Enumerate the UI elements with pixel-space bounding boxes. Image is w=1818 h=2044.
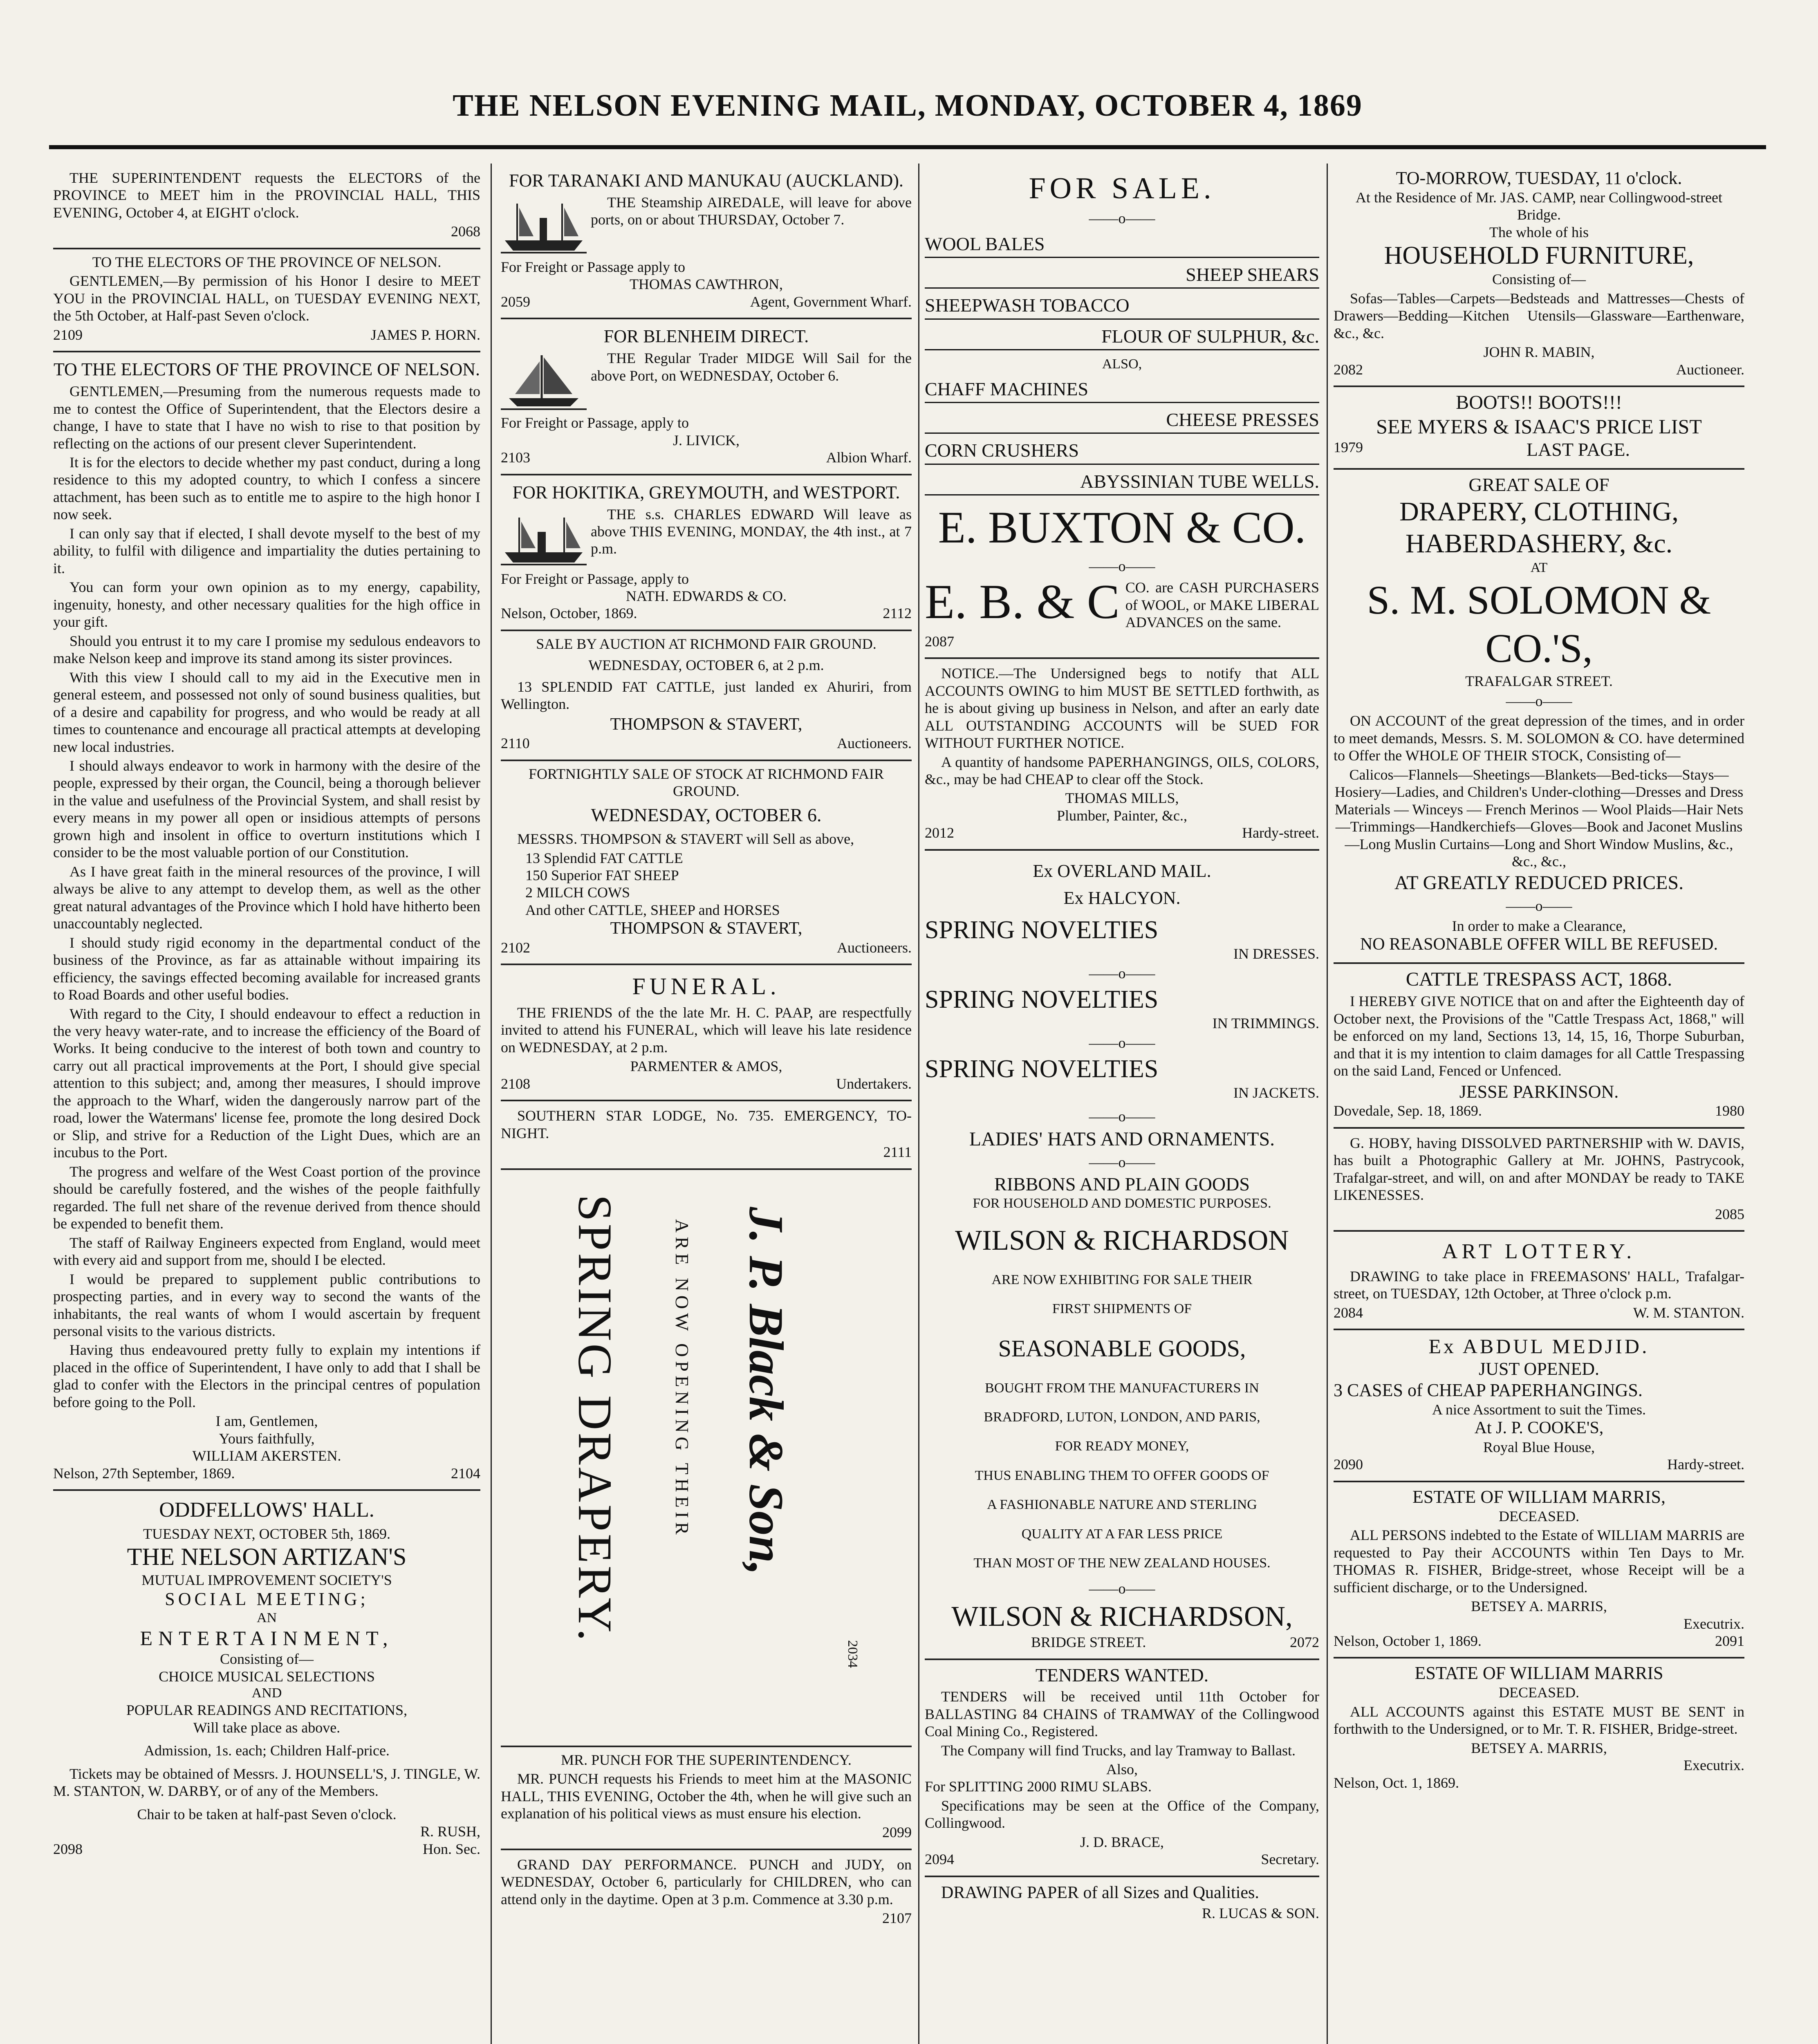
agent: NATH. EDWARDS & CO. <box>625 588 787 604</box>
paperhangings-ad <box>1334 1330 1744 1482</box>
masthead: THE NELSON EVENING MAIL, MONDAY, OCTOBER 4, 1869 <box>453 88 1363 123</box>
shipping-blenheim <box>501 319 912 475</box>
novelty-sub: IN DRESSES. <box>1233 945 1319 962</box>
divider: ——o—— <box>1089 1035 1155 1051</box>
date: Nelson, October, 1869. <box>501 605 637 622</box>
auction-fortnightly <box>501 761 912 966</box>
ad-text: ON ACCOUNT of the great depression of the times, and in order to meet demands, Messrs. S. M. SOLOMON & CO. have determined to Offer the WHOLE OF THEIR STOCK, Consisting of— <box>1334 713 1744 764</box>
ad-number: 2109 <box>53 326 83 343</box>
address-body <box>53 383 480 1411</box>
ad-text: CO. are CASH PURCHASERS of WOOL, or MAKE LIBERAL ADVANCES on the same. <box>1125 579 1319 631</box>
address-paragraph: It is for the electors to decide whether my past conduct, during a long residence to this my adopted country, to which I confess a sincere attachment, has been such as to entitle me to aspire to the high honor I now seek. <box>53 454 480 523</box>
residence: At the Residence of Mr. JAS. CAMP, near Collingwood-street Bridge. <box>1356 189 1722 223</box>
auction-cattle <box>501 631 912 761</box>
also: Also, <box>1106 1761 1138 1777</box>
steamship-icon <box>501 195 587 257</box>
role: Albion Wharf. <box>826 449 912 466</box>
ad-heading: TO-MORROW, TUESDAY, 11 o'clock. <box>1396 168 1682 188</box>
sale-item: ABYSSINIAN TUBE WELLS. <box>925 471 1319 495</box>
ad-heading: FOR HOKITIKA, GREYMOUTH, and WESTPORT. <box>512 482 900 502</box>
solomon-sale <box>1334 470 1744 964</box>
shipping-taranaki <box>501 164 912 319</box>
notice-text: A quantity of handsome PAPERHANGINGS, OILS, COLORS, &c., may be had CHEAP to clear off the Stock. <box>925 753 1319 787</box>
boots-ad <box>1334 387 1744 470</box>
ad-heading: Ex ABDUL MEDJID. <box>1428 1335 1650 1358</box>
role: Undertakers. <box>836 1075 912 1092</box>
line: In order to make a Clearance, <box>1452 917 1626 934</box>
novelty-sub: IN TRIMMINGS. <box>1212 1015 1319 1031</box>
lot-item: And other CATTLE, SHEEP and HORSES <box>525 901 780 918</box>
rotated-subline: ARE NOW OPENING THEIR <box>672 1219 693 1539</box>
signature: JAMES P. HORN. <box>370 326 480 343</box>
sub-heading: JUST OPENED. <box>1478 1359 1599 1379</box>
firm-initials: E. B. & C <box>925 574 1120 629</box>
role: Executrix. <box>1683 1615 1744 1632</box>
apply-text: For Freight or Passage, apply to <box>501 570 689 587</box>
apply-text: For Freight or Passage apply to <box>501 258 685 275</box>
rotated-firm-name: J. P. Black & Son, <box>739 1206 794 1575</box>
novelty-title: SPRING NOVELTIES <box>925 985 1159 1013</box>
ad-text: The Company will find Trucks, and lay Tramway to Ballast. <box>941 1742 1296 1759</box>
line: FOR READY MONEY, <box>1055 1439 1189 1454</box>
line: At J. P. COOKE'S, <box>1474 1419 1604 1438</box>
signature: R. LUCAS & SON. <box>1202 1905 1319 1922</box>
line: ARE NOW EXHIBITING FOR SALE THEIR <box>991 1272 1253 1287</box>
photographic-gallery-ad <box>1334 1129 1744 1232</box>
address-paragraph: As I have great faith in the mineral resources of the province, I will always be alive to any attempt to develop them, as well as the other great natural advantages of the Province which I hold have hitherto been unaccountably neglected. <box>53 863 480 932</box>
wilson-richardson-ad <box>925 851 1319 1660</box>
programme: POPULAR READINGS AND RECITATIONS, <box>126 1702 408 1719</box>
ad-heading: TO THE ELECTORS OF THE PROVINCE OF NELSON. <box>92 253 442 270</box>
estate-marris-1 <box>1334 1482 1744 1659</box>
ad-number: 2110 <box>501 735 530 752</box>
for-sale-ad <box>925 164 1319 659</box>
ad-heading: TENDERS WANTED. <box>1035 1664 1209 1685</box>
sale-item: CHAFF MACHINES <box>925 378 1319 403</box>
society-title: THE NELSON ARTIZAN'S <box>127 1543 407 1571</box>
column-4 <box>1334 164 1744 1799</box>
ad-text: TENDERS will be received until 11th October for BALLASTING 84 CHAINS of TRAMWAY of the Collingwood Coal Mining Co., Registered. <box>925 1688 1319 1740</box>
firm-name: E. BUXTON & CO. <box>938 502 1306 553</box>
sale-item: CORN CRUSHERS <box>925 439 1319 464</box>
ad-number: 2072 <box>1290 1634 1319 1651</box>
role: Agent, Government Wharf. <box>750 293 912 310</box>
line: LADIES' HATS AND ORNAMENTS. <box>969 1128 1275 1150</box>
column-1 <box>53 164 480 1865</box>
ad-number: 2112 <box>883 605 912 622</box>
signature: BETSEY A. MARRIS, <box>1471 1598 1607 1615</box>
role: Plumber, Painter, &c., <box>1056 807 1188 824</box>
column-2 <box>501 164 912 1934</box>
cattle-trespass-notice <box>1334 964 1744 1129</box>
address-paragraph: GENTLEMEN,—Presuming from the numerous requests made to me to contest the Office of Superintendent, that the Electors desire a change, I have to state that I have no wish to rise to that position by reflecting on the actions of our present clever Superintendent. <box>53 383 480 452</box>
line: FOR HOUSEHOLD AND DOMESTIC PURPOSES. <box>973 1196 1271 1211</box>
address: Hardy-street. <box>1667 1456 1744 1473</box>
date: Dovedale, Sep. 18, 1869. <box>1334 1103 1482 1119</box>
admission: Admission, 1s. each; Children Half-price. <box>144 1742 390 1759</box>
ad-text: ALL ACCOUNTS against this ESTATE MUST BE SENT in forthwith to the Undersigned, or to Mr. T. R. FISHER, Bridge-street. <box>1334 1703 1744 1737</box>
society-sub: MUTUAL IMPROVEMENT SOCIETY'S <box>141 1571 392 1588</box>
role: Secretary. <box>1261 1851 1319 1868</box>
line: Consisting of— <box>1492 271 1586 288</box>
divider: ——o—— <box>1089 558 1155 574</box>
signature: THOMPSON & STAVERT, <box>610 919 803 938</box>
signature: R. RUSH, <box>420 1823 480 1840</box>
column-3 <box>925 164 1319 1930</box>
line: The whole of his <box>1489 224 1589 240</box>
place: Will take place as above. <box>193 1719 341 1736</box>
ad-number: 1980 <box>1715 1103 1744 1119</box>
date: Nelson, 27th September, 1869. <box>53 1465 235 1481</box>
firm-name: WILSON & RICHARDSON <box>955 1225 1289 1257</box>
signature: JESSE PARKINSON. <box>1459 1081 1619 1102</box>
signature: THOMAS MILLS, <box>1065 790 1179 807</box>
ad-text: ALL PERSONS indebted to the Estate of WILLIAM MARRIS are requested to Pay their ACCOUNTS within Ten Days to Mr. THOMAS R. FISHER, Bridge-street, whose Receipt will be a sufficient discharge, or to the Undersigned. <box>1334 1527 1744 1596</box>
role: Hon. Sec. <box>423 1840 480 1857</box>
line: A FASHIONABLE NATURE AND STERLING <box>987 1497 1257 1513</box>
line: RIBBONS AND PLAIN GOODS <box>994 1174 1250 1195</box>
ad-number: 2107 <box>882 1910 912 1927</box>
ad-number: 2084 <box>1334 1304 1363 1321</box>
title: HOUSEHOLD FURNITURE, <box>1384 242 1694 270</box>
date: Nelson, Oct. 1, 1869. <box>1334 1774 1459 1791</box>
wr-lines <box>925 1265 1319 1578</box>
line: QUALITY AT A FAR LESS PRICE <box>1021 1526 1223 1542</box>
lot-item: 2 MILCH COWS <box>525 884 630 901</box>
signature: WILLIAM AKERSTEN. <box>192 1448 341 1464</box>
sale-item: SHEEP SHEARS <box>925 264 1319 289</box>
sale-item: CHEESE PRESSES <box>925 409 1319 434</box>
ad-heading: ODDFELLOWS' HALL. <box>159 1498 374 1522</box>
sale-item: FLOUR OF SULPHUR, &c. <box>925 325 1319 350</box>
mills-notice <box>925 659 1319 851</box>
ad-number: 2012 <box>925 825 954 841</box>
ad-heading: TO THE ELECTORS OF THE PROVINCE OF NELSON. <box>53 359 480 380</box>
ad-heading: FOR BLENHEIM DIRECT. <box>603 326 809 347</box>
column-divider <box>918 164 919 2044</box>
sub-heading: DECEASED. <box>1499 1508 1579 1524</box>
signature: BETSEY A. MARRIS, <box>1471 1739 1607 1756</box>
line: BRADFORD, LUTON, LONDON, AND PARIS, <box>984 1409 1260 1425</box>
line: LAST PAGE. <box>1526 439 1630 460</box>
horn-address <box>53 249 480 352</box>
masthead-rule <box>49 145 1766 149</box>
list: Calicos—Flannels—Sheetings—Blankets—Bed-ticks—Stays—Hosiery—Ladies, and Children's Under-clothing—Dresses and Dress Materials — Winceys — French Merinos — Wool Plaids—Hair Nets—Trimmings—Handkerchiefs—Gloves—Book and Jaconet Muslins—Long Muslin Curtains—Long and Short Window Muslins, &c., &c., &c., <box>1334 766 1744 870</box>
novelty-sub: IN JACKETS. <box>1233 1085 1319 1101</box>
black-son-rotated-ad <box>501 1170 912 1747</box>
tenders-ad <box>925 1660 1319 1877</box>
address-paragraph: The progress and welfare of the West Coast portion of the province should be carefully fostered, and the wishes of the people faithfully regarded. The full net share of the revenue derived from thence should be expended to benefit them. <box>53 1163 480 1232</box>
line: A nice Assortment to suit the Times. <box>1432 1401 1646 1418</box>
chair: Chair to be taken at half-past Seven o'clock. <box>137 1806 397 1822</box>
firm-name: S. M. SOLOMON & CO.'S, <box>1367 577 1711 671</box>
title: DRAPERY, CLOTHING, <box>1399 497 1679 527</box>
ad-heading: CATTLE TRESPASS ACT, 1868. <box>1406 968 1672 990</box>
sailing-ship-icon <box>501 351 587 412</box>
ad-text: MESSRS. THOMPSON & STAVERT will Sell as above, <box>517 831 854 847</box>
ad-number: 2099 <box>882 1824 912 1841</box>
ad-heading: ART LOTTERY. <box>1442 1240 1636 1264</box>
estate-marris-2 <box>1334 1659 1744 1799</box>
ad-text: THE s.s. CHARLES EDWARD Will leave as above THIS EVENING, MONDAY, the 4th inst., at 7 p.m. <box>591 506 912 557</box>
ad-number: 2094 <box>925 1851 954 1868</box>
funeral-notice <box>501 965 912 1101</box>
punch-notice <box>501 1747 912 1850</box>
address: Hardy-street. <box>1242 825 1319 841</box>
ad-text: 3 CASES of CHEAP PAPERHANGINGS. <box>1334 1380 1643 1400</box>
lot-item: 13 Splendid FAT CATTLE <box>525 849 683 866</box>
address-paragraph: I should study rigid economy in the departmental conduct of the business of the Province, as far as attainable without impairing its efficiency, the savings effected becoming available for increased grants to Road Boards and other useful bodies. <box>53 934 480 1003</box>
ad-text: SOUTHERN STAR LODGE, No. 735. EMERGENCY, TO-NIGHT. <box>501 1107 912 1141</box>
address: TRAFALGAR STREET. <box>1465 673 1613 690</box>
consisting: Consisting of— <box>220 1651 314 1667</box>
notice-text: THE SUPERINTENDENT requests the ELECTORS of the PROVINCE to MEET him in the PROVINCIAL HALL, THIS EVENING, October 4, at EIGHT o'clock. <box>53 170 480 221</box>
role: Auctioneer. <box>1676 361 1744 378</box>
ad-number: 2068 <box>451 223 480 240</box>
ad-number: 2034 <box>845 1640 860 1668</box>
role: Executrix. <box>1683 1757 1744 1774</box>
date: WEDNESDAY, OCTOBER 6, at 2 p.m. <box>588 657 824 674</box>
title: HABERDASHERY, &c. <box>1405 529 1673 559</box>
akersten-address <box>53 352 480 1491</box>
line: SEASONABLE GOODS, <box>998 1335 1246 1362</box>
line: THUS ENABLING THEM TO OFFER GOODS OF <box>975 1468 1269 1483</box>
ad-number: 2085 <box>1715 1206 1744 1222</box>
superintendent-notice <box>53 164 480 249</box>
punch-judy <box>501 1850 912 1934</box>
society-sub: SOCIAL MEETING; <box>165 1589 369 1609</box>
address-paragraph: I can only say that if elected, I shall devote myself to the best of my ability, to fulfil with diligence and impartiality the duties pertaining to it. <box>53 525 480 576</box>
ad-number: 2082 <box>1334 361 1363 378</box>
ad-number: 2087 <box>925 633 954 650</box>
address-paragraph: With this view I should call to my aid in the Executive men in general esteem, and possessed not only of sound business qualities, but of a desire and capability for progress, and who would be ready at all times to countenance and encourage all practical attempts at developing new local industries. <box>53 669 480 755</box>
signature: THOMPSON & STAVERT, <box>610 715 803 734</box>
divider: ——o—— <box>1506 898 1572 914</box>
shipping-hokitika <box>501 475 912 631</box>
role: Auctioneers. <box>837 735 912 752</box>
arrival: Ex HALCYON. <box>1063 888 1181 908</box>
address-paragraph: I should always endeavor to work in harmony with the desire of the people, expressed by their organ, the Council, being a thorough believer in the value and usefulness of the Provincial System, and shall resist by every means in my power all open or insidious attempts of persons grown high and insolent in office to overturn institutions which I consider to be the most valuable portion of our Constitution. <box>53 757 480 861</box>
oddfellows-ad <box>53 1491 480 1865</box>
ad-heading: GREAT SALE OF <box>1468 474 1610 495</box>
address-paragraph: With regard to the City, I should endeavour to effect a reduction in the very heavy water-rate, and to increase the efficiency of the Board of Works. It being conducive to the interest of both town and country to carry out all practical improvements at the Port, I should give special attention to this subject; and, among ther measures, I should improve the approach to the Wharf, widen the dangerously narrow part of the road, lower the Watermans' license fee, promote the long desired Dock or Slip, and strive for a Reduction of the Light Dues, which are an incubus to the Port. <box>53 1005 480 1161</box>
column-divider <box>491 164 492 2044</box>
sub-heading: DECEASED. <box>1499 1684 1579 1701</box>
divider: ——o—— <box>1089 210 1155 227</box>
signature: PARMENTER & AMOS, <box>630 1058 782 1075</box>
ad-text: SEE MYERS & ISAAC'S PRICE LIST <box>1376 415 1702 438</box>
agent: J. LIVICK, <box>673 432 740 448</box>
signature: J. D. BRACE, <box>1080 1833 1164 1850</box>
date: TUESDAY NEXT, OCTOBER 5th, 1869. <box>143 1525 391 1542</box>
ad-text: I HEREBY GIVE NOTICE that on and after the Eighteenth day of October next, the Provisions of the "Cattle Trespass Act, 1868," will be enforced on my land, Sections 13, 14, 15, 16, Thorpe Suburban, and that it is my intention to claim damages for all Cattle Trespassing on the said Land, Fenced or Unfenced. <box>1334 993 1744 1079</box>
arrival: Ex OVERLAND MAIL. <box>1033 861 1211 881</box>
divider: ——o—— <box>1089 1108 1155 1125</box>
signature: JOHN R. MABIN, <box>1483 344 1595 361</box>
date: Nelson, October 1, 1869. <box>1334 1632 1482 1649</box>
ad-number: 2091 <box>1715 1632 1744 1649</box>
role: Auctioneers. <box>837 939 912 956</box>
connector: AN <box>256 1610 277 1626</box>
ad-heading: FOR SALE. <box>1029 172 1215 205</box>
ad-heading: ESTATE OF WILLIAM MARRIS <box>1414 1663 1663 1683</box>
ad-text: THE Steamship AIREDALE, will leave for above ports, on or about THURSDAY, October 7. <box>591 194 912 228</box>
ad-number: 2102 <box>501 939 530 956</box>
line: Royal Blue House, <box>1483 1439 1595 1455</box>
art-lottery-ad <box>1334 1232 1744 1330</box>
divider: ——o—— <box>1506 693 1572 709</box>
address: BRIDGE STREET. <box>1031 1634 1146 1651</box>
household-auction <box>1334 164 1744 387</box>
ad-heading: FUNERAL. <box>632 973 780 1000</box>
ad-text: Specifications may be seen at the Office of the Company, Collingwood. <box>925 1797 1319 1831</box>
novelty-title: SPRING NOVELTIES <box>925 916 1159 944</box>
ad-text: G. HOBY, having DISSOLVED PARTNERSHIP with W. DAVIS, has built a Photographic Gallery at Mr. JOHNS, Pastrycook, Trafalgar-street, and will, on and after MONDAY be ready to TAKE LIKENESSES. <box>1334 1134 1744 1204</box>
list: Sofas—Tables—Carpets—Bedsteads and Mattresses—Chests of Drawers—Bedding—Kitchen Utensils—Glassware—Earthenware, &c., &c. <box>1334 290 1744 341</box>
agent: THOMAS CAWTHRON, <box>629 276 783 293</box>
signature: W. M. STANTON. <box>1633 1304 1744 1321</box>
also: ALSO, <box>1102 356 1142 372</box>
drawing-paper-ad <box>925 1877 1319 1930</box>
ad-number: 2104 <box>451 1465 480 1481</box>
ad-text: DRAWING PAPER of all Sizes and Qualities. <box>941 1883 1259 1902</box>
firm-name: WILSON & RICHARDSON, <box>951 1600 1293 1632</box>
ad-heading: ESTATE OF WILLIAM MARRIS, <box>1412 1486 1666 1507</box>
ad-number: 1979 <box>1334 439 1363 455</box>
lot-item: 150 Superior FAT SHEEP <box>525 867 679 883</box>
column-divider <box>1327 164 1328 2044</box>
programme: CHOICE MUSICAL SELECTIONS <box>159 1668 375 1685</box>
ad-number: 2098 <box>53 1840 83 1857</box>
ad-number: 2108 <box>501 1075 530 1092</box>
ad-text: 13 SPLENDID FAT CATTLE, just landed ex Ahuriri, from Wellington. <box>501 678 912 713</box>
divider: ——o—— <box>1089 1580 1155 1597</box>
line: FIRST SHIPMENTS OF <box>1052 1301 1192 1317</box>
ad-heading: SALE BY AUCTION AT RICHMOND FAIR GROUND. <box>536 635 876 652</box>
closing: Yours faithfully, <box>219 1430 315 1447</box>
line: AT <box>1530 560 1548 576</box>
line: NO REASONABLE OFFER WILL BE REFUSED. <box>1360 935 1718 954</box>
address-paragraph: I would be prepared to supplement public contributions to prospecting parties, and in every way to second the wants of the inhabitants, the real wants of whom I would ascertain by frequent personal visits to the various districts. <box>53 1271 480 1339</box>
line: AT GREATLY REDUCED PRICES. <box>1394 872 1684 894</box>
address-paragraph: The staff of Railway Engineers expected from England, would meet with every aid and support from me, should I be elected. <box>53 1234 480 1269</box>
line: BOUGHT FROM THE MANUFACTURERS IN <box>985 1380 1259 1396</box>
tickets: Tickets may be obtained of Messrs. J. HOUNSELL'S, J. TINGLE, W. M. STANTON, W. DARBY, or of any of the Members. <box>53 1765 480 1800</box>
ad-number: 2111 <box>883 1144 912 1161</box>
ad-number: 2090 <box>1334 1456 1363 1473</box>
address-paragraph: You can form your own opinion as to my energy, capability, ingenuity, honesty, and other necessary qualities for the high office in your gift. <box>53 579 480 630</box>
ad-text: DRAWING to take place in FREEMASONS' HALL, Trafalgar-street, on TUESDAY, 12th October, at Three o'clock p.m. <box>1334 1268 1744 1302</box>
ad-text: THE Regular Trader MIDGE Will Sail for the above Port, on WEDNESDAY, October 6. <box>591 350 912 384</box>
connector: AND <box>251 1685 282 1701</box>
address-paragraph: Having thus endeavoured pretty fully to explain my intentions if placed in the office of Superintendent, I have only to add that I shall be glad to confer with the Electors in the principal centres of population before going to the Poll. <box>53 1342 480 1410</box>
sale-item: SHEEPWASH TOBACCO <box>925 294 1319 319</box>
sale-item: WOOL BALES <box>925 233 1319 258</box>
novelty-title: SPRING NOVELTIES <box>925 1055 1159 1083</box>
ad-text: For SPLITTING 2000 RIMU SLABS. <box>925 1778 1152 1795</box>
divider: ——o—— <box>1089 1154 1155 1170</box>
ad-text: GRAND DAY PERFORMANCE. PUNCH and JUDY, on WEDNESDAY, October 6, particularly for CHILDREN, who can attend only in the daytime. Open at 3 p.m. Commence at 3.30 p.m. <box>501 1856 912 1907</box>
notice-text: NOTICE.—The Undersigned begs to notify that ALL ACCOUNTS OWING to him MUST BE SETTLED forthwith, as he is about giving up business in Nelson, and after an early date ALL OUTSTANDING ACCOUNTS will be SUED FOR WITHOUT FURTHER NOTICE. <box>925 665 1319 751</box>
ad-text: THE FRIENDS of the the late Mr. H. C. PAAP, are respectfully invited to attend his FUNERAL, which will leave his late residence on WEDNESDAY, at 2 p.m. <box>501 1004 912 1056</box>
ad-text: MR. PUNCH requests his Friends to meet him at the MASONIC HALL, THIS EVENING, October the 4th, when he will give such an explanation of his political views as must ensure his election. <box>501 1771 912 1822</box>
ad-number: 2103 <box>501 449 530 466</box>
date: WEDNESDAY, OCTOBER 6. <box>591 804 822 825</box>
ad-heading: MR. PUNCH FOR THE SUPERINTENDENCY. <box>561 1751 852 1768</box>
ad-heading: BOOTS!! BOOTS!!! <box>1456 392 1622 414</box>
address-paragraph: Should you entrust it to my care I promise my sedulous endeavors to make Nelson keep and improve its stand among its sister provinces. <box>53 632 480 667</box>
ad-text: GENTLEMEN,—By permission of his Honor I desire to MEET YOU in the PROVINCIAL HALL, on TUESDAY EVENING NEXT, the 5th October, at Half-past Seven o'clock. <box>53 273 480 324</box>
line: THAN MOST OF THE NEW ZEALAND HOUSES. <box>973 1555 1271 1571</box>
rotated-headline: SPRING DRAPERY. <box>568 1194 622 1643</box>
entertainment: ENTERTAINMENT, <box>140 1627 394 1650</box>
ad-heading: FORTNIGHTLY SALE OF STOCK AT RICHMOND FAIR GROUND. <box>529 765 884 800</box>
apply-text: For Freight or Passage, apply to <box>501 415 689 431</box>
lodge-notice <box>501 1101 912 1170</box>
ad-number: 2059 <box>501 293 530 310</box>
ad-heading: FOR TARANAKI AND MANUKAU (AUCKLAND). <box>509 170 903 191</box>
closing: I am, Gentlemen, <box>215 1413 318 1430</box>
steamship-icon <box>501 507 587 569</box>
divider: ——o—— <box>1089 965 1155 982</box>
